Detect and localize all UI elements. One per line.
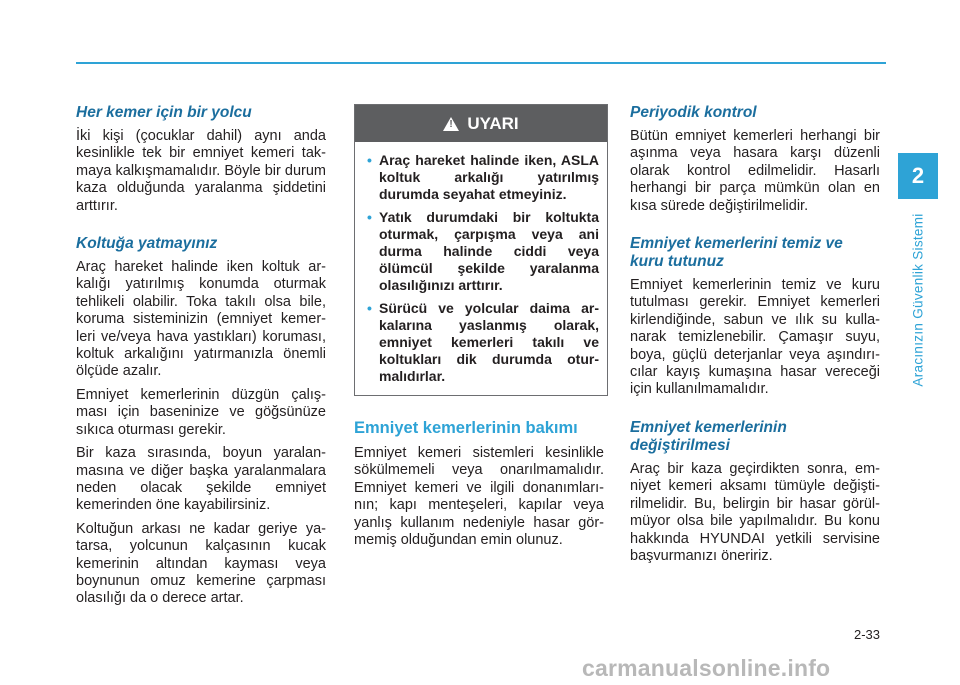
section-title-line: değiştirilmesi xyxy=(630,436,730,454)
section-title-line: Emniyet kemerlerinin xyxy=(630,418,787,436)
section-title-line: kuru tutunuz xyxy=(630,253,724,271)
section-title-line: Emniyet kemerlerini temiz ve xyxy=(630,235,843,253)
section-title: Her kemer için bir yolcu xyxy=(76,104,252,121)
paragraph: Araç bir kaza geçirdikten sonra, emniyet kemeri aksamı tümüyle değiştirilmelidir. Bu, belirgin bir hasar görülmüyor olsa bile yapılmalıdır. Bu konu hakkında HYUNDAI yetkili servisine başvurmanızı öneririz. xyxy=(630,460,880,564)
warning-item xyxy=(367,300,599,385)
paragraph: Emniyet kemerlerinin düzgün çalışması için baseninize ve göğsünüze sıkıca oturması gerekir. xyxy=(76,386,326,438)
section-title xyxy=(630,419,880,455)
chapter-tab: 2 xyxy=(898,153,938,199)
top-rule xyxy=(76,62,886,64)
paragraph: Bir kaza sırasında, boyun yaralanmasına ve diğer başka yaralanmalara neden olacak şekilde emniyet kemerinden öne kayabilirsiniz. xyxy=(76,445,326,514)
warning-text: Sürücü ve yolcular daima arkalarına yaslanmış olarak, emniyet kemerleri takılı ve koltukları dik durumda oturmalıdırlar. xyxy=(379,300,599,384)
warning-text: Araç hareket halinde iken, ASLA koltuk arkalığı yatırılmış durumda seyahat etmeyiniz. xyxy=(379,152,599,202)
section-heading: Emniyet kemerlerinin bakımı xyxy=(354,419,578,437)
bullet-icon: • xyxy=(367,300,372,316)
warning-text: Yatık durumdaki bir koltukta oturmak, çarpışma veya ani durma halinde ciddi veya ölümcül şekilde yaralanma olasılığınızı arttırır. xyxy=(379,209,599,293)
paragraph: Bütün emniyet kemerleri herhangi bir aşınma veya hasara karşı düzenli olarak kontrol edilmelidir. Hasarlı herhangi bir parça mümkün olan en kısa sürede değiştirilmelidir. xyxy=(630,128,880,214)
paragraph: Koltuğun arkası ne kadar geriye yatarsa, yolcunun kalçasının kucak kemerinin altından kayması veya boynunun omuz kemerine çarpması olasılığı da o derece artar. xyxy=(76,520,326,607)
warning-item xyxy=(367,209,599,294)
section-title: Periyodik kontrol xyxy=(630,104,757,121)
watermark: carmanualsonline.info xyxy=(582,655,831,681)
warning-body xyxy=(355,142,607,395)
bullet-icon: • xyxy=(367,209,372,225)
warning-header xyxy=(355,105,607,142)
paragraph: Emniyet kemeri sistemleri kesinlikle sökülmemeli veya onarılmamalıdır. Emniyet kemeri ve ilgili donanımlarının; kapı menteşeleri, kapılar veya yanlış kullanım nedeniyle hasar görmemiş olduğundan emin olunuz. xyxy=(354,445,604,549)
column-middle xyxy=(354,104,604,555)
column-left xyxy=(76,104,326,614)
paragraph: Araç hareket halinde iken koltuk arkalığı yatırılmış konumda oturmak tehlikeli olabilir. Toka takılı olsa bile, koruma sisteminizin (emniyet kemerleri ve/veya hava yastıkları) koruması, koltuk arkalığını yatırmanızla önemli ölçüde azalır. xyxy=(76,259,326,380)
paragraph: Emniyet kemerlerinin temiz ve kuru tutulması gerekir. Emniyet kemerleri kirlendiğinde, sabun ve ılık su kullanarak temizlenebilir. Çamaşır suyu, boya, güçlü deterjanlar veya aşındırıcılar kayış kumaşına hasar vereceği için kullanılmamalıdır. xyxy=(630,277,880,398)
paragraph: İki kişi (çocuklar dahil) aynı anda kesinlikle tek bir emniyet kemeri takmaya kalkışmamalıdır. Böyle bir durum kaza olduğunda yaralanma şiddetini arttırır. xyxy=(76,128,326,214)
page-number: 2-33 xyxy=(854,627,881,642)
chapter-title: Aracınızın Güvenlik Sistemi xyxy=(910,213,926,387)
warning-item xyxy=(367,152,599,203)
section-title xyxy=(630,235,880,271)
section-title: Koltuğa yatmayınız xyxy=(76,235,218,253)
warning-icon xyxy=(443,117,459,131)
bullet-icon: • xyxy=(367,152,372,168)
warning-title: UYARI xyxy=(467,113,519,133)
warning-box xyxy=(354,104,608,396)
column-right xyxy=(630,104,880,571)
